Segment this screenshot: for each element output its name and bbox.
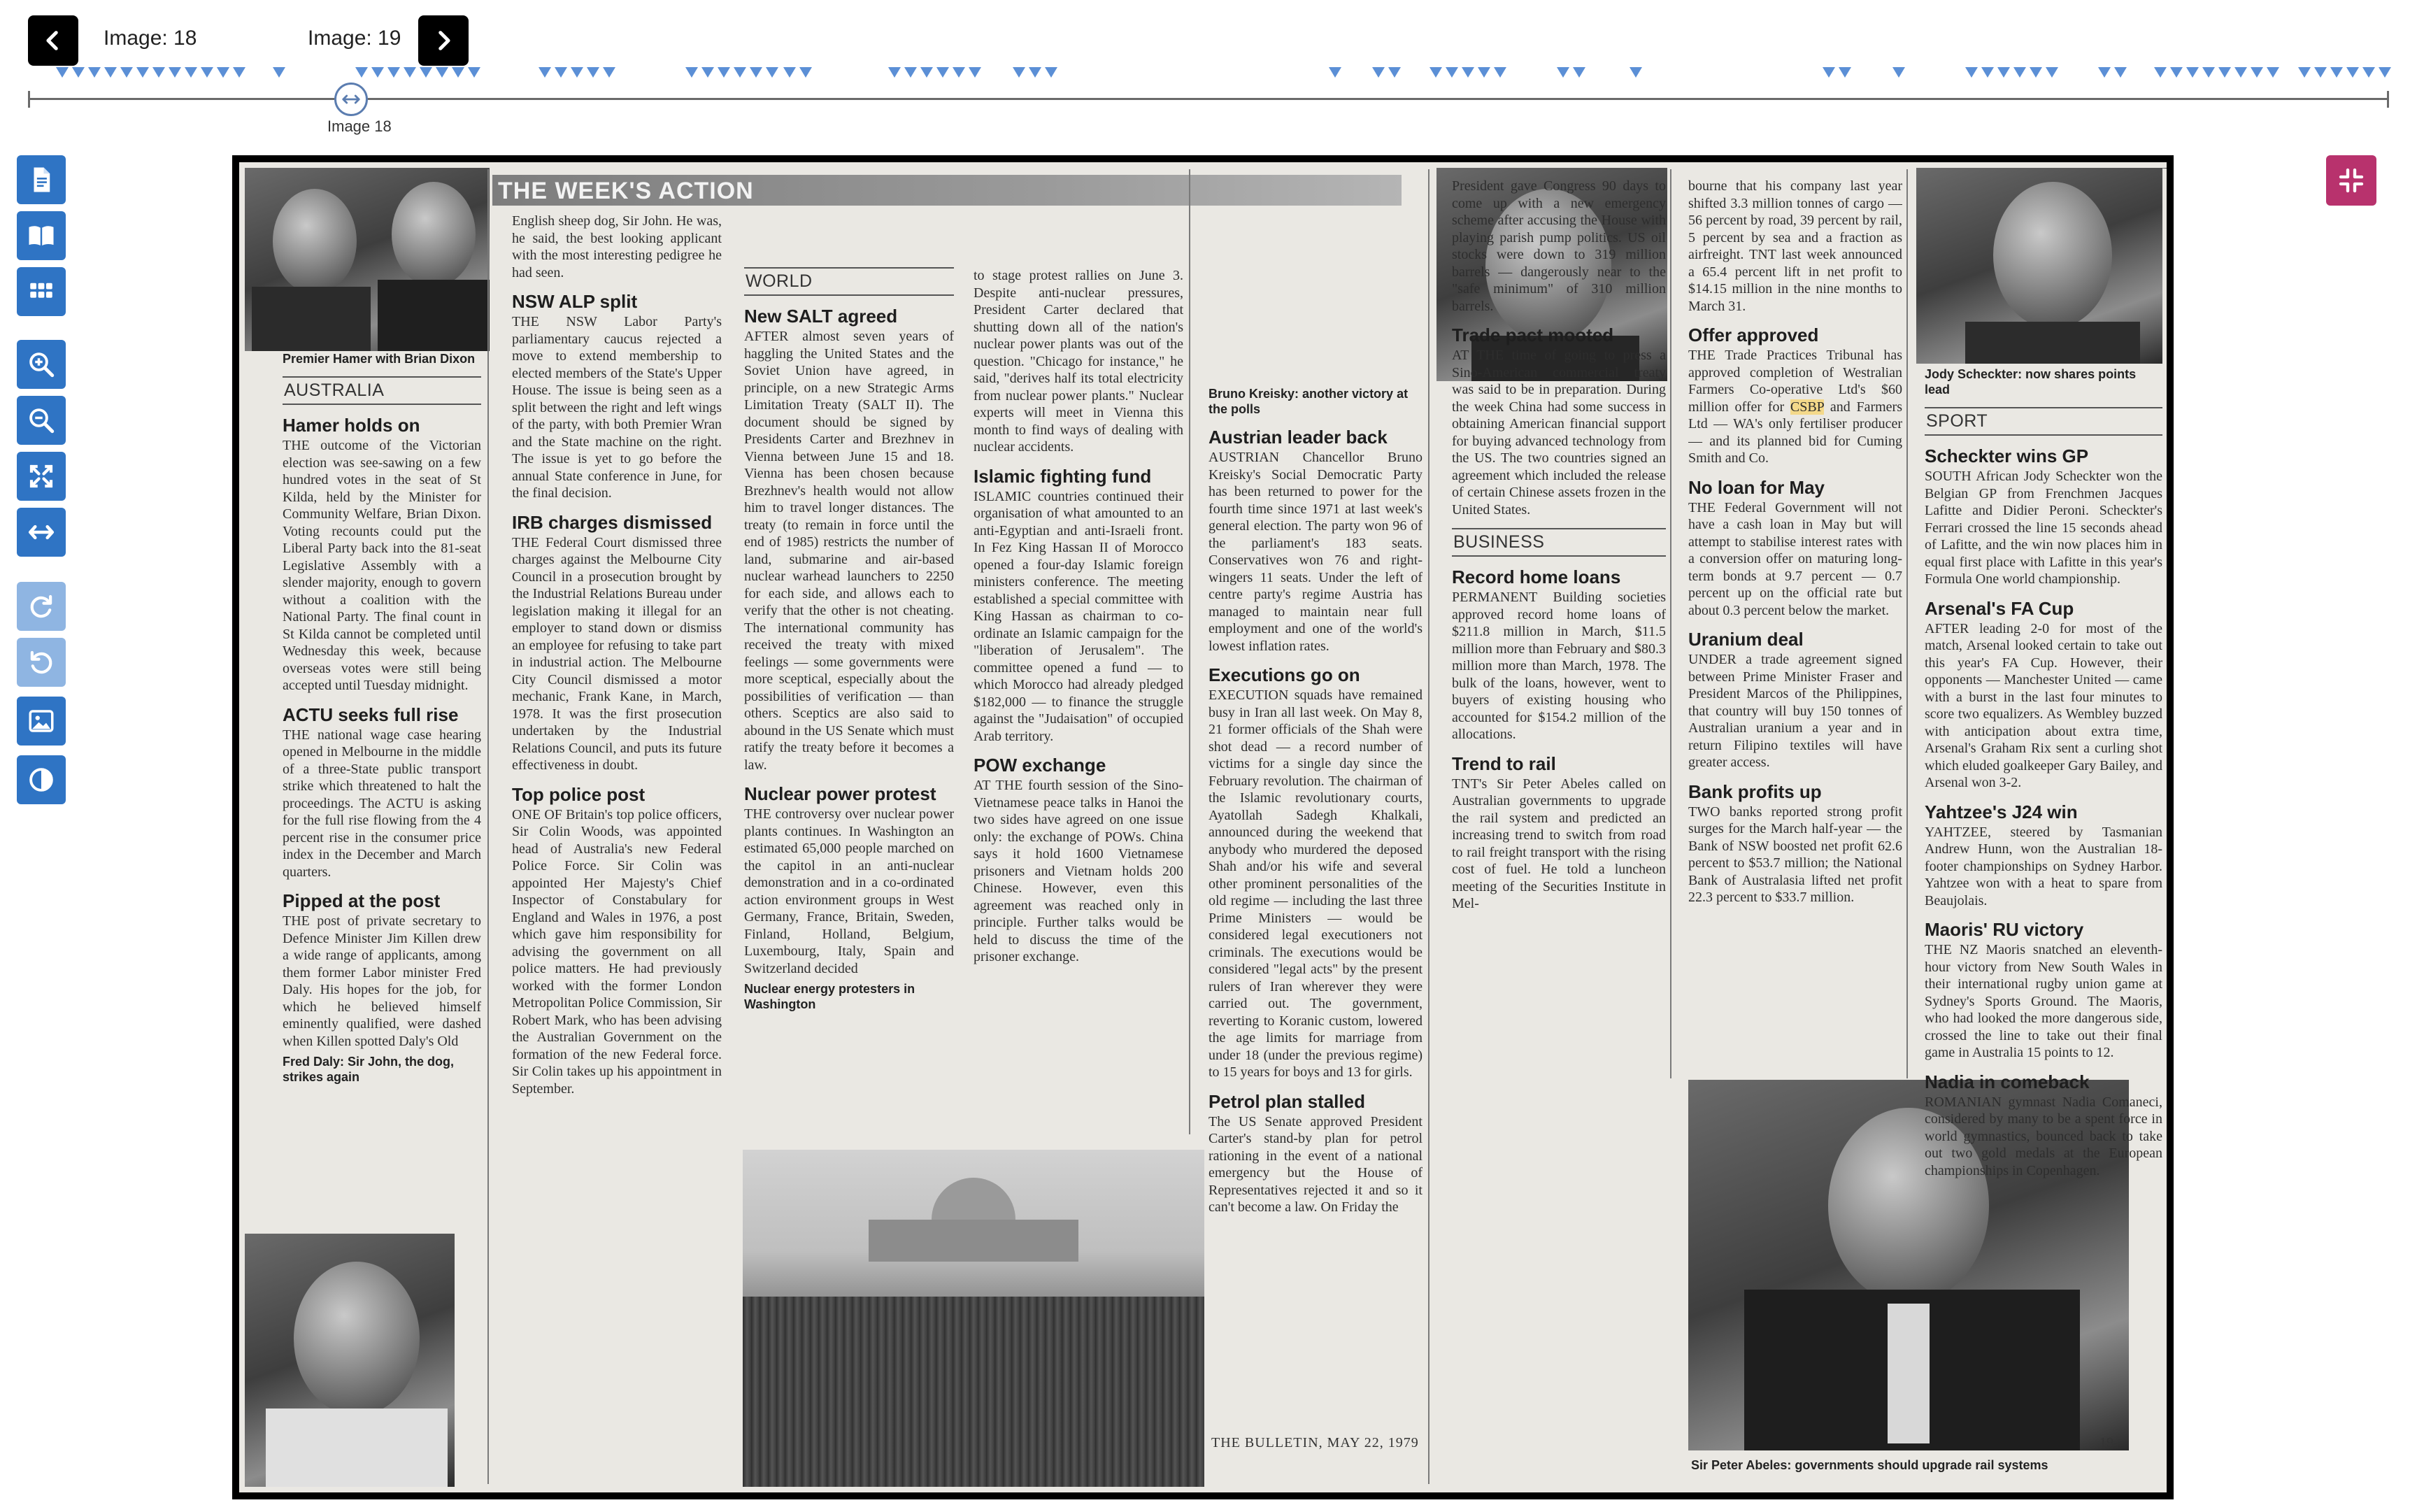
timeline-marker[interactable] bbox=[2330, 67, 2343, 78]
compress-icon bbox=[2337, 166, 2365, 194]
timeline-marker[interactable] bbox=[2362, 67, 2375, 78]
article-offer-part-2: and Farmers Ltd — WA's only fertiliser producer — and its planned bid for Cuming Smith and Co. bbox=[1688, 399, 1902, 466]
article-pow: AT THE fourth session of the Sino-Vietnamese peace talks in Hanoi the two sides have agreed on one issue only: the exchange of POWs. China says it hold 1600 Vietnamese prisoners and Vietnam holds 200 Chinese. However, even this agreement was reached only in principle. Further talks would be held to discuss the time of the prisoner exchange. bbox=[974, 778, 1183, 964]
column-sport bbox=[1925, 366, 2162, 1457]
grid-view-button[interactable] bbox=[17, 267, 66, 316]
timeline-marker[interactable] bbox=[217, 67, 229, 78]
timeline-marker[interactable] bbox=[387, 67, 400, 78]
article-islamic: ISLAMIC countries continued their organisation of what amounted to an anti-Egyptian and anti-Israeli front. In Fez King Hassan II of Morocco opened a four-day Islamic foreign ministers conference. The meeting established a special committee with King Hassan as chairman to co-ordinate an Islamic campaign for the "liberation of Jerusalem". The committee opened a fund — to which Morocco had already pledged $182,000 — to finance the struggle against the "Judaisation" of occupied Arab territory. bbox=[974, 488, 1183, 744]
section-australia: AUSTRALIA bbox=[283, 376, 481, 405]
timeline-end-tick bbox=[2387, 91, 2389, 108]
timeline-marker[interactable] bbox=[685, 67, 698, 78]
timeline-marker[interactable] bbox=[1997, 67, 2010, 78]
article-executions: EXECUTION squads have remained busy in Iran all last week. On May 8, 21 former officials of the Shah were shot dead — a record number of victims for a single day since the February revolution. The chairman of the Islamic revolutionary courts, Ayatollah Sadegh Khalkali, announced during the weekend that anybody who murdered the deposed Shah and/or his wife and several other prominent personalities of the old regime — including the last three Prime Ministers — would be considered legal executioners not criminals. The executions would be considered "legal acts" by the present rulers of Iran wherever they were carried out. The government, reverting to Koranic custom, lowered the age limits for marriage from under 18 (under the previous regime) to 15 years for boys and 13 for girls. bbox=[1208, 687, 1423, 1080]
timeline-markers bbox=[28, 64, 2389, 81]
timeline-marker[interactable] bbox=[420, 67, 432, 78]
contrast-icon bbox=[27, 765, 56, 794]
timeline-marker[interactable] bbox=[136, 67, 149, 78]
timeline-marker[interactable] bbox=[783, 67, 796, 78]
article-congress: President gave Congress 90 days to come up with a new emergency scheme after accusing the House with playing parish pump politics. US oil stocks were down to 319 million barrels — dangerously near to the "safe minimum" of 310 million barrels. bbox=[1452, 178, 1666, 314]
search-highlight: CSBP bbox=[1790, 399, 1825, 415]
headline-offer: Offer approved bbox=[1688, 324, 1819, 345]
zoom-in-button[interactable] bbox=[17, 340, 66, 389]
article-nsw-alp: THE NSW Labor Party's parliamentary caucus rejected a move to extend membership to elected members of the State's Upper House. The issue is being seen as a split between the right and left wings of the party, with both Premier Wran and the State machine on the right. The issue is yet to go before the annual State conference in June, for the final decision. bbox=[512, 314, 722, 501]
headline-austrian: Austrian leader back bbox=[1208, 427, 1388, 448]
headline-pow: POW exchange bbox=[974, 755, 1106, 776]
timeline-marker[interactable] bbox=[734, 67, 746, 78]
column-world-3 bbox=[1208, 386, 1423, 1487]
headline-executions: Executions go on bbox=[1208, 664, 1360, 685]
timeline-marker[interactable] bbox=[904, 67, 917, 78]
timeline-marker[interactable] bbox=[766, 67, 778, 78]
banner-title: THE WEEK'S ACTION bbox=[498, 178, 754, 204]
headline-yahtzee: Yahtzee's J24 win bbox=[1925, 801, 2078, 822]
page-number: 19 bbox=[2099, 1435, 2113, 1450]
section-business: BUSINESS bbox=[1452, 528, 1666, 557]
headline-police: Top police post bbox=[512, 783, 646, 805]
timeline-marker[interactable] bbox=[920, 67, 933, 78]
rotate-right-button[interactable] bbox=[17, 582, 66, 631]
timeline-marker[interactable] bbox=[1630, 67, 1642, 78]
headline-nadia: Nadia in comeback bbox=[1925, 1071, 2090, 1092]
timeline-marker[interactable] bbox=[452, 67, 464, 78]
newspaper-page bbox=[239, 162, 2167, 1492]
headline-maoris: Maoris' RU victory bbox=[1925, 919, 2084, 940]
exit-fullscreen-button[interactable] bbox=[2326, 155, 2376, 206]
fit-screen-button[interactable] bbox=[17, 452, 66, 501]
article-uranium: UNDER a trade agreement signed between Prime Minister Fraser and President Marcos of the Philippines, that country will buy 150 tonnes of Australian uranium a year and in return Filipino textiles will have greater access. bbox=[1688, 652, 1902, 770]
timeline-marker[interactable] bbox=[1965, 67, 1978, 78]
chevron-right-icon bbox=[432, 29, 455, 52]
previous-image-label: Image: 18 bbox=[104, 27, 197, 50]
rotate-right-icon bbox=[27, 592, 56, 621]
article-offer-part-1: THE Trade Practices Tribunal has approved completion of Westralian Farmers Co-operative Ltd's $60 million offer for bbox=[1688, 348, 1902, 415]
timeline-marker[interactable] bbox=[273, 67, 285, 78]
timeline-marker[interactable] bbox=[799, 67, 812, 78]
timeline-marker[interactable] bbox=[169, 67, 181, 78]
headline-arsenal: Arsenal's FA Cup bbox=[1925, 597, 2074, 619]
headline-pipped: Pipped at the post bbox=[283, 890, 441, 911]
timeline-marker[interactable] bbox=[436, 67, 448, 78]
timeline-marker[interactable] bbox=[1573, 67, 1585, 78]
headline-hamer-holds-on: Hamer holds on bbox=[283, 415, 420, 436]
timeline-marker[interactable] bbox=[555, 67, 567, 78]
column-rule bbox=[487, 169, 489, 1484]
article-actu-rise: THE national wage case hearing opened in Melbourne in the middle of a three-State public transport strike which threatened to halt the proceedings. The ACTU is asking for the full rise flowing from the 4 percent rise in the consumer price index in the December and March quarters. bbox=[283, 727, 481, 880]
image-icon bbox=[27, 706, 56, 736]
timeline-marker[interactable] bbox=[2346, 67, 2359, 78]
article-no-loan: THE Federal Government will not have a cash loan in May but will attempt to stabilise interest rates with a conversion offer on maturing long-term bonds at 9.7 percent — 0.7 percent up on the official rate but about 0.3 percent below the market. bbox=[1688, 499, 1902, 618]
timeline-marker[interactable] bbox=[750, 67, 762, 78]
column-rule bbox=[1189, 169, 1190, 1134]
rotate-left-button[interactable] bbox=[17, 638, 66, 687]
rotate-left-icon bbox=[27, 648, 56, 677]
article-austrian: AUSTRIAN Chancellor Bruno Kreisky's Social Democratic Party has been returned to power for the fourth time since 1971 at last week's general election. The party won 96 of the parliament's 183 seats. Conservatives won 76 and right-wingers 11 seats. Under the left of centre party's regime Austria has managed to maintain near full employment and one of the world's lowest inflation rates. bbox=[1208, 450, 1423, 654]
article-scheckter: SOUTH African Jody Scheckter won the Belgian GP from Frenchmen Jacques Lafitte and Didier Peroni. Scheckter's Ferrari crossed the line 15 seconds ahead of Lafitte, and the win now places him in equal first place with Lafitte in this year's Formula One world championship. bbox=[1925, 469, 2162, 587]
caption-kreisky: Bruno Kreisky: another victory at the polls bbox=[1208, 387, 1409, 416]
article-trade-pact: AT THE time of going to press a Sino-American commercial treaty was said to be in preparation. During the week China had some success in obtaining American financial support for buying advanced technology from the US. The two countries signed an agreement which included the release of certain Chinese assets frozen in the United States. bbox=[1452, 348, 1666, 518]
headline-rail: Trend to rail bbox=[1452, 753, 1556, 774]
article-police: ONE OF Britain's top police officers, Sir Colin Woods, was appointed head of Australia's new Federal Police Force. Sir Colin was appointed Her Majesty's Chief Inspector of Constabulary for England and Wales in 1976, a post which gave him responsibility for advising the government on all police matters. He had previously worked with the former London Metropolitan Police Commission, Sir Robert Mark, who has been advising the Australian Government on the formation of the new Federal force. Sir Colin takes up his appointment in September. bbox=[512, 806, 722, 1097]
timeline-marker[interactable] bbox=[1446, 67, 1458, 78]
timeline-marker[interactable] bbox=[1388, 67, 1401, 78]
article-bank: TWO banks reported strong profit surges for the March half-year — the Bank of NSW boosted net profit 62.6 percent to $53.7 million; the National Bank of Australasia lifted net profit 22.3 percent to $33.7 million. bbox=[1688, 804, 1902, 905]
page-footer: THE BULLETIN, MAY 22, 1979 bbox=[1211, 1435, 1419, 1450]
caption-daly: Fred Daly: Sir John, the dog, strikes again bbox=[283, 1055, 455, 1084]
fit-width-button[interactable] bbox=[17, 508, 66, 557]
column-rule bbox=[1906, 169, 1908, 1078]
book-icon bbox=[27, 221, 56, 250]
caption-protesters: Nuclear energy protesters in Washington bbox=[744, 982, 915, 1011]
timeline-marker[interactable] bbox=[539, 67, 551, 78]
article-hamer-holds-on: THE outcome of the Victorian election was see-sawing on a few hundred votes in the seat of St Kilda, held by the Minister for Community Welfare, Brian Dixon. Voting recounts could put the Liberal Party back into the 81-seat Legislative Assembly with a slender majority, enough to govern without a coalition with the National Party. The final count in St Kilda cannot be completed until Wednesday this week, because overseas votes were still being accepted until Tuesday midnight. bbox=[283, 438, 481, 693]
photo-nuclear-protest bbox=[743, 1150, 1204, 1487]
column-business-2 bbox=[1688, 178, 1902, 1080]
timeline-marker[interactable] bbox=[201, 67, 213, 78]
headline-irb: IRB charges dismissed bbox=[512, 511, 713, 533]
headline-actu-rise: ACTU seeks full rise bbox=[283, 704, 459, 725]
photo-scheckter bbox=[1916, 168, 2162, 364]
timeline-marker[interactable] bbox=[152, 67, 165, 78]
document-icon bbox=[27, 165, 56, 194]
headline-salt: New SALT agreed bbox=[744, 306, 898, 327]
article-nuclear: THE controversy over nuclear power plants continues. In Washington an estimated 65,000 people marched on the capitol in an anti-nuclear demonstration and in a co-ordinated action environment groups in West Germany, France, Britain, Sweden, Finland, Holland, Belgium, Luxembourg, Italy, Spain and Switzerland decided bbox=[744, 806, 954, 976]
image-timeline[interactable] bbox=[28, 64, 2389, 141]
article-salt: AFTER almost seven years of haggling the United States and the Soviet Union have agreed, in principle, on a new Strategic Arms Limitation Treaty (SALT II). The document should be signed by Presidents Carter and Brezhnev in Vienna between June 15 and 18. Vienna has been chosen because Brezhnev's health would not allow him to travel longer distances. The treaty (to remain in force until the end of 1985) restricts the number of land, submarine and air-based nuclear warhead launchers to 2250 for each side, and allows each to verify that the other is not cheating. The international community has received the treaty with mixed feelings — some governments were more sceptical, especially about the possibilities of verification — than others. Sceptics are also said to abound in the US Senate which must ratify the treaty before it becomes a law. bbox=[744, 329, 954, 773]
timeline-marker[interactable] bbox=[888, 67, 901, 78]
article-home-loans: PERMANENT Building societies approved record home loans of $211.8 million in March, $11.5 million more than February and $80.3 million more than March, 1978. The bulk of the loans, however, went to buyers of existing housing who accounted for $154.2 million of the allocations. bbox=[1452, 590, 1666, 742]
article-offer bbox=[1688, 347, 1902, 467]
book-view-button[interactable] bbox=[17, 211, 66, 260]
article-rail: TNT's Sir Peter Abeles called on Australian governments to upgrade the rail system and predicted an increasing trend to switch from road to rail freight transport with the rising cost of fuel. He told a luncheon meeting of the Securities Institute in Mel- bbox=[1452, 776, 1666, 911]
section-banner bbox=[492, 175, 1402, 206]
document-view-button[interactable] bbox=[17, 155, 66, 204]
headline-trade-pact: Trade pact mooted bbox=[1452, 324, 1614, 345]
timeline-marker[interactable] bbox=[587, 67, 599, 78]
timeline-marker[interactable] bbox=[2154, 67, 2167, 78]
column-business bbox=[1452, 178, 1666, 1080]
timeline-marker[interactable] bbox=[404, 67, 416, 78]
column-australia bbox=[283, 351, 481, 1232]
article-yahtzee: YAHTZEE, steered by Tasmanian Andrew Hunn, won the Australian 18-footer championships on Sydney Harbor. Yahtzee won with a heat to spare from Beaujolais. bbox=[1925, 824, 2162, 908]
article-maoris: THE NZ Maoris snatched an eleventh-hour victory from New South Wales in their international rugby union game at Sydney's Sports Ground. The Maoris, who had looked the more dangerous side, crossed the line to take out their final game in Australia 15 points to 12. bbox=[1925, 942, 2162, 1060]
timeline-marker[interactable] bbox=[2013, 67, 2026, 78]
article-irb: THE Federal Court dismissed three charges against the Melbourne City Council in a prosecution brought by the Industrial Relations Bureau under legislation making it illegal for an employer to stand down or dismiss an employee for refusing to take part in industrial action. The Melbourne City Council dismissed a motor mechanic, Frank Kane, in March, 1978. It was the first prosecution undertaken by the Industrial Relations Council, and puts its future effectiveness in doubt. bbox=[512, 534, 722, 773]
timeline-marker[interactable] bbox=[1478, 67, 1490, 78]
timeline-marker[interactable] bbox=[88, 67, 101, 78]
timeline-marker[interactable] bbox=[2098, 67, 2111, 78]
timeline-marker[interactable] bbox=[185, 67, 197, 78]
headline-bank: Bank profits up bbox=[1688, 780, 1822, 802]
headline-home-loans: Record home loans bbox=[1452, 566, 1621, 587]
timeline-marker[interactable] bbox=[2218, 67, 2231, 78]
timeline-marker[interactable] bbox=[1029, 67, 1041, 78]
timeline-track[interactable] bbox=[28, 98, 2389, 100]
next-image-button[interactable] bbox=[418, 15, 469, 66]
timeline-marker[interactable] bbox=[2379, 67, 2391, 78]
headline-nsw-alp: NSW ALP split bbox=[512, 291, 638, 312]
column-rule bbox=[1670, 169, 1671, 1078]
section-sport: SPORT bbox=[1925, 407, 2162, 436]
timeline-marker[interactable] bbox=[1013, 67, 1025, 78]
zoom-out-button[interactable] bbox=[17, 396, 66, 445]
timeline-marker[interactable] bbox=[2234, 67, 2247, 78]
timeline-marker[interactable] bbox=[1494, 67, 1506, 78]
headline-scheckter: Scheckter wins GP bbox=[1925, 445, 2089, 466]
headline-no-loan: No loan for May bbox=[1688, 476, 1825, 498]
timeline-marker[interactable] bbox=[718, 67, 730, 78]
photo-daly bbox=[245, 1234, 455, 1487]
timeline-marker[interactable] bbox=[2267, 67, 2279, 78]
timeline-marker[interactable] bbox=[701, 67, 714, 78]
timeline-marker[interactable] bbox=[603, 67, 615, 78]
timeline-marker[interactable] bbox=[2170, 67, 2183, 78]
timeline-marker[interactable] bbox=[355, 67, 368, 78]
chevron-left-icon bbox=[41, 29, 65, 52]
timeline-marker[interactable] bbox=[953, 67, 965, 78]
image-viewer[interactable] bbox=[232, 155, 2174, 1499]
timeline-marker[interactable] bbox=[1892, 67, 1905, 78]
photo-hamer-dixon bbox=[245, 168, 490, 351]
grid-icon bbox=[27, 277, 56, 306]
headline-uranium: Uranium deal bbox=[1688, 629, 1804, 650]
timeline-marker[interactable] bbox=[1557, 67, 1569, 78]
expand-icon bbox=[27, 462, 56, 491]
column-rule bbox=[1428, 169, 1429, 1484]
article-petrol: The US Senate approved President Carter's stand-by plan for petrol rationing in the event of a national emergency but the House of Representatives rejected it and so it can't become a law. On Friday the bbox=[1208, 1113, 1423, 1215]
timeline-marker[interactable] bbox=[72, 67, 85, 78]
article-protest-rallies: to stage protest rallies on June 3. Despite anti-nuclear pressures, President Carter declared that shutting down all of the nation's nuclear power plants was out of the question. "Chicago for instance," he said, "derives half its total electricity from nuclear power plants." Nuclear experts will meet in Vienna this month to find ways of dealing with nuclear accidents. bbox=[974, 268, 1183, 455]
timeline-marker[interactable] bbox=[2314, 67, 2327, 78]
timeline-marker[interactable] bbox=[1429, 67, 1442, 78]
timeline-marker[interactable] bbox=[936, 67, 949, 78]
timeline-marker[interactable] bbox=[1462, 67, 1474, 78]
next-image-label: Image: 19 bbox=[308, 27, 401, 50]
timeline-marker[interactable] bbox=[2298, 67, 2311, 78]
column-world bbox=[744, 267, 954, 1150]
timeline-handle[interactable] bbox=[334, 83, 368, 116]
timeline-marker[interactable] bbox=[1045, 67, 1057, 78]
timeline-marker[interactable] bbox=[2202, 67, 2215, 78]
timeline-marker[interactable] bbox=[120, 67, 133, 78]
timeline-marker[interactable] bbox=[2251, 67, 2263, 78]
timeline-handle-label: Image 18 bbox=[327, 117, 392, 135]
timeline-marker[interactable] bbox=[2186, 67, 2199, 78]
headline-islamic: Islamic fighting fund bbox=[974, 465, 1152, 487]
image-adjust-button[interactable] bbox=[17, 697, 66, 746]
horizontal-arrows-icon bbox=[27, 518, 56, 547]
article-arsenal: AFTER leading 2-0 for most of the match, Arsenal looked certain to take out this year's FA Cup. However, their opponents — Manchester United — came with a burst in the last four minutes to score two equalizers. As Wembley buzzed with anticipation about extra time, Arsenal's Graham Rix sent a curling shot which eluded goalkeeper Gary Bailey, and Arsenal won 3-2. bbox=[1925, 620, 2162, 790]
timeline-marker[interactable] bbox=[1823, 67, 1835, 78]
timeline-marker[interactable] bbox=[1981, 67, 1994, 78]
timeline-marker[interactable] bbox=[56, 67, 69, 78]
caption-scheckter: Jody Scheckter: now shares points lead bbox=[1925, 367, 2137, 397]
timeline-marker[interactable] bbox=[1839, 67, 1851, 78]
article-pipped: THE post of private secretary to Defence Minister Jim Killen drew a wide range of applicants, among them former Labor minister Fred Daly. His hopes for the job, for which he believed himself eminently qualified, were dashed when Killen spotted Daly's Old bbox=[283, 913, 481, 1049]
timeline-marker[interactable] bbox=[2030, 67, 2042, 78]
timeline-marker[interactable] bbox=[2114, 67, 2127, 78]
section-world: WORLD bbox=[744, 267, 954, 296]
timeline-marker[interactable] bbox=[2046, 67, 2058, 78]
horizontal-arrows-icon bbox=[341, 89, 362, 110]
headline-nuclear: Nuclear power protest bbox=[744, 783, 936, 804]
timeline-marker[interactable] bbox=[104, 67, 117, 78]
article-sheep-dog: English sheep dog, Sir John. He was, he said, the best looking applicant with the most interesting pedigree he had seen. bbox=[512, 213, 722, 280]
column-world-2 bbox=[974, 267, 1183, 1150]
timeline-marker[interactable] bbox=[1372, 67, 1385, 78]
timeline-marker[interactable] bbox=[969, 67, 981, 78]
column-australia-2 bbox=[512, 213, 722, 1478]
timeline-marker[interactable] bbox=[371, 67, 384, 78]
article-tnt: bourne that his company last year shifted 3.3 million tonnes of cargo — 56 percent by road, 39 percent by rail, 5 percent by sea and a fraction as airfreight. TNT last week announced a 65.4 percent lift in net profit to $14.15 million in the nine months to March 31. bbox=[1688, 178, 1902, 314]
zoom-in-icon bbox=[27, 350, 56, 379]
timeline-marker[interactable] bbox=[571, 67, 583, 78]
zoom-out-icon bbox=[27, 406, 56, 435]
previous-image-button[interactable] bbox=[28, 15, 78, 66]
timeline-marker[interactable] bbox=[1329, 67, 1341, 78]
timeline-marker[interactable] bbox=[468, 67, 480, 78]
caption-hamer: Premier Hamer with Brian Dixon bbox=[283, 352, 476, 366]
caption-abeles: Sir Peter Abeles: governments should upgrade rail systems bbox=[1691, 1458, 2048, 1472]
article-nadia: ROMANIAN gymnast Nadia Comaneci, considered by many to be a spent force in world gymnastics, bounced back to take out two gold medals at the European championships in Copenhagen. bbox=[1925, 1094, 2162, 1178]
contrast-button[interactable] bbox=[17, 755, 66, 804]
headline-petrol: Petrol plan stalled bbox=[1208, 1090, 1365, 1112]
timeline-start-tick bbox=[28, 91, 30, 108]
timeline-marker[interactable] bbox=[233, 67, 245, 78]
